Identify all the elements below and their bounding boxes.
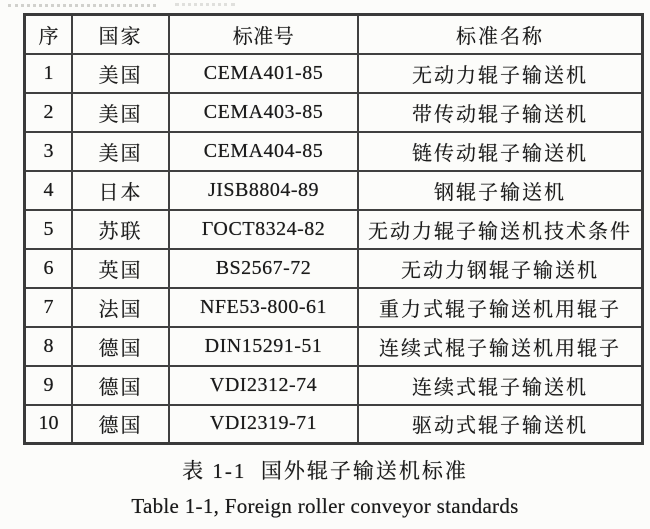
cell-standard-no: CEMA403-85 xyxy=(169,93,358,132)
cell-standard-name: 无动力辊子输送机 xyxy=(358,54,643,93)
cell-index: 3 xyxy=(25,132,73,171)
cell-standard-name: 重力式辊子输送机用辊子 xyxy=(358,288,643,327)
column-header-standard-name: 标准名称 xyxy=(358,15,643,54)
table-row xyxy=(25,171,643,210)
cell-standard-name: 驱动式辊子输送机 xyxy=(358,405,643,444)
table-row xyxy=(25,132,643,171)
cell-index: 10 xyxy=(25,405,73,444)
cell-index: 4 xyxy=(25,171,73,210)
cell-standard-name: 带传动辊子输送机 xyxy=(358,93,643,132)
cell-index: 7 xyxy=(25,288,73,327)
cell-standard-name: 连续式棍子输送机用辊子 xyxy=(358,327,643,366)
table-caption-english: Table 1-1, Foreign roller conveyor standards xyxy=(131,494,519,518)
table-row xyxy=(25,366,643,405)
cell-standard-no: CEMA404-85 xyxy=(169,132,358,171)
foreign-roller-conveyor-standards-table xyxy=(23,13,644,445)
cell-standard-name: 无动力钢辊子输送机 xyxy=(358,249,643,288)
column-header-index: 序 xyxy=(25,15,73,54)
table-row xyxy=(25,405,643,444)
cell-country: 美国 xyxy=(72,132,169,171)
column-header-standard-no: 标准号 xyxy=(169,15,358,54)
cell-index: 5 xyxy=(25,210,73,249)
cell-standard-no: ГОСТ8324-82 xyxy=(169,210,358,249)
cell-index: 1 xyxy=(25,54,73,93)
cell-standard-no: BS2567-72 xyxy=(169,249,358,288)
cell-country: 苏联 xyxy=(72,210,169,249)
cell-country: 德国 xyxy=(72,405,169,444)
cell-index: 9 xyxy=(25,366,73,405)
cell-standard-no: DIN15291-51 xyxy=(169,327,358,366)
cell-country: 美国 xyxy=(72,54,169,93)
cell-country: 英国 xyxy=(72,249,169,288)
table-row xyxy=(25,327,643,366)
cell-index: 6 xyxy=(25,249,73,288)
table-body xyxy=(25,54,643,444)
cell-standard-no: VDI2312-74 xyxy=(169,366,358,405)
cell-country: 德国 xyxy=(72,366,169,405)
cell-standard-name: 无动力辊子输送机技术条件 xyxy=(358,210,643,249)
cell-standard-name: 连续式辊子输送机 xyxy=(358,366,643,405)
cell-index: 2 xyxy=(25,93,73,132)
table-header-row xyxy=(25,15,643,54)
cell-country: 德国 xyxy=(72,327,169,366)
table-row xyxy=(25,249,643,288)
cell-country: 日本 xyxy=(72,171,169,210)
scan-noise-artifact xyxy=(175,3,235,6)
column-header-country: 国家 xyxy=(72,15,169,54)
table-header xyxy=(25,15,643,54)
cell-standard-no: CEMA401-85 xyxy=(169,54,358,93)
cell-standard-no: VDI2319-71 xyxy=(169,405,358,444)
cell-standard-no: JISB8804-89 xyxy=(169,171,358,210)
cell-standard-name: 钢辊子输送机 xyxy=(358,171,643,210)
cell-standard-name: 链传动辊子输送机 xyxy=(358,132,643,171)
table-row xyxy=(25,54,643,93)
cell-index: 8 xyxy=(25,327,73,366)
table-row xyxy=(25,93,643,132)
cell-standard-no: NFE53-800-61 xyxy=(169,288,358,327)
cell-country: 美国 xyxy=(72,93,169,132)
scan-noise-artifact xyxy=(8,4,156,7)
table-row xyxy=(25,210,643,249)
table-caption-chinese: 表 1-1 国外辊子输送机标准 xyxy=(182,459,468,483)
cell-country: 法国 xyxy=(72,288,169,327)
table-row xyxy=(25,288,643,327)
